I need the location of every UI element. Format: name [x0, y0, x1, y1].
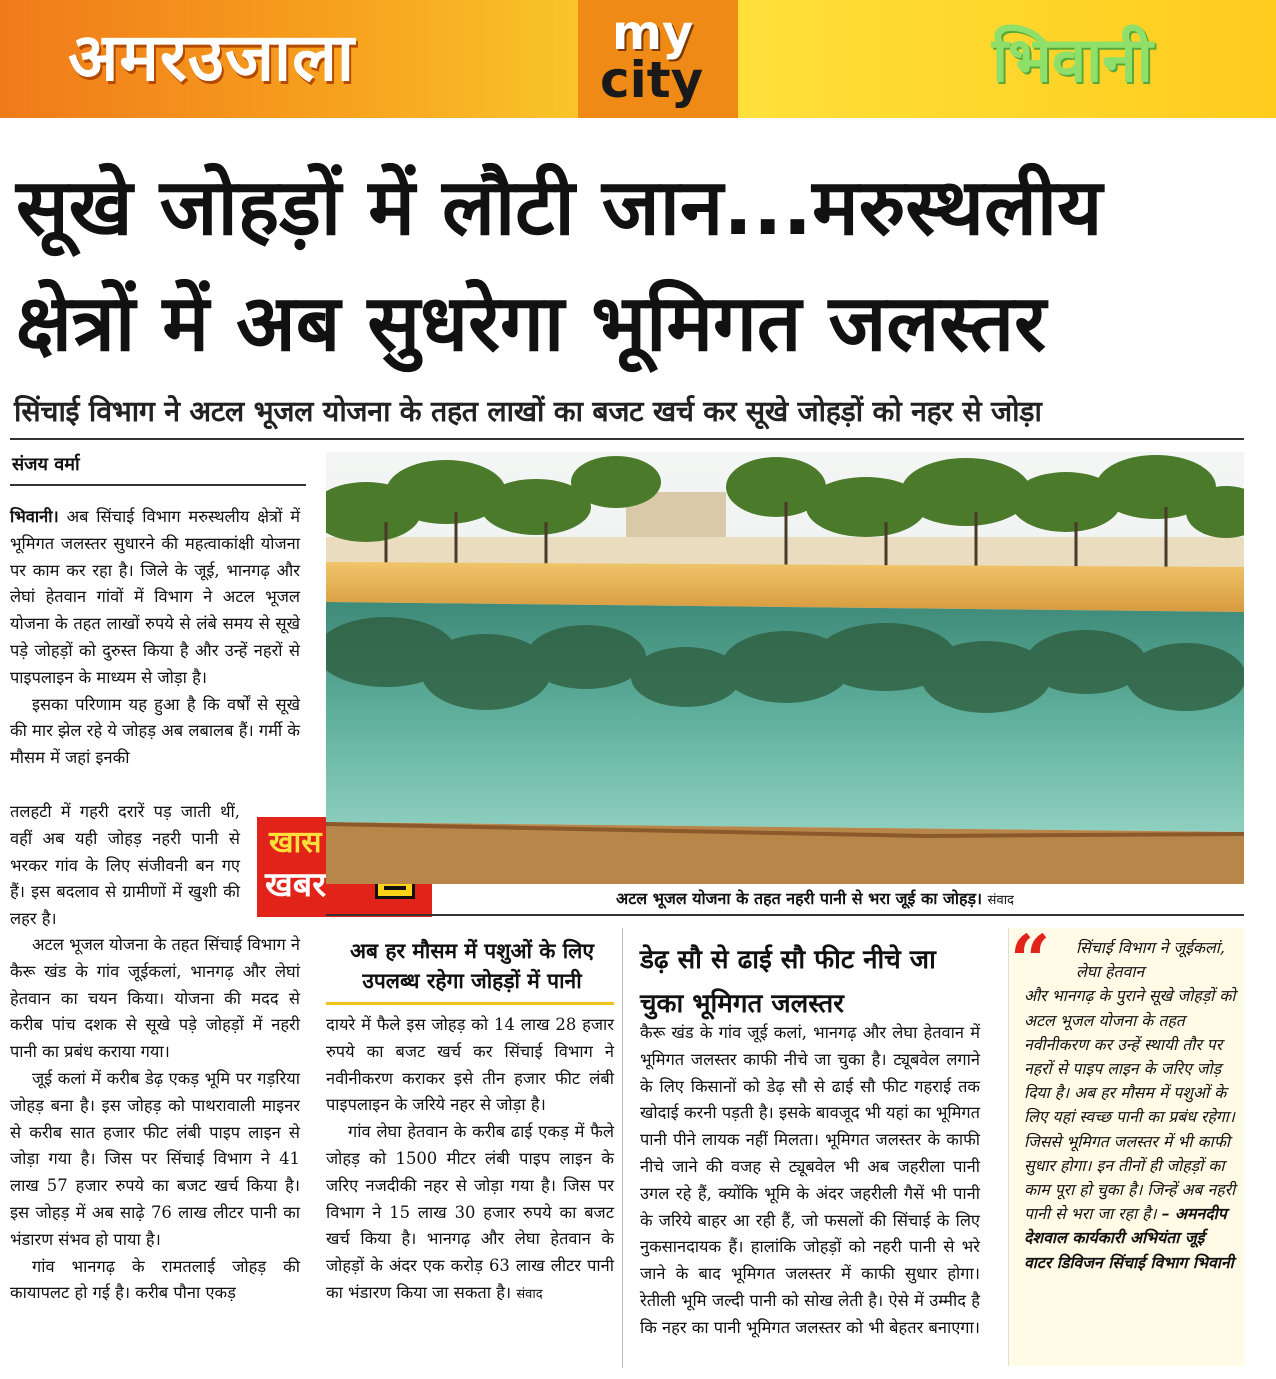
quote-mark-icon: “: [1010, 919, 1051, 1002]
badge-line-1: खास: [269, 825, 322, 860]
headline-line-1: सूखे जोहड़ों में लौटी जान...मरुस्थलीय: [16, 163, 1103, 253]
column-3-heading: डेढ़ सौ से ढाई सौ फीट नीचे जा चुका भूमिगत जलस्तर: [640, 945, 936, 1019]
pond-photo-illustration: [326, 452, 1244, 884]
article-column-2: [326, 1012, 614, 1309]
my-city-logo-my: my: [612, 5, 694, 61]
paragraph: गांव लेघा हेतवान के करीब ढाई एकड़ में फैले जोहड़ को 1500 मीटर लंबी पाइप लाइन के जरिए नजदीकी नहर से जोड़ा गया है। जिस पर विभाग ने 15 लाख 30 हजार रुपये का बजट खर्च किया है। भानगढ़ और लेघा हेतवान के जोहड़ों के अंदर एक करोड़ 63 लाख लीटर पानी का भंडारण किया जा सकता है।: [326, 1122, 614, 1302]
deck-subheadline: सिंचाई विभाग ने अटल भूजल योजना के तहत लाखों का बजट खर्च कर सूखे जोहड़ों को नहर से जोड़ा: [14, 395, 1042, 428]
quote-text: [1024, 936, 1236, 1275]
edition-city-name: भिवानी: [992, 23, 1153, 96]
paragraph: गांव भानगढ़ के रामतलाई जोहड़ की कायापलट हो गई है। करीब पौना एकड़: [10, 1256, 300, 1303]
my-city-logo-city: city: [600, 51, 704, 109]
headline-line-2: क्षेत्रों में अब सुधरेगा भूमिगत जलस्तर: [16, 279, 1046, 369]
dateline: भिवानी।: [10, 507, 59, 526]
headline: [16, 150, 1256, 382]
article-column-3: [640, 1020, 980, 1342]
paragraph: तलहटी में गहरी दरारें पड़ जाती थीं, वहीं अब यही जोहड़ नहरी पानी से भरकर गांव के लिए संजीवनी बन गए हैं। इस बदलाव से ग्रामीणों में खुशी की लहर है।: [10, 802, 240, 929]
paragraph: इसका परिणाम यह हुआ है कि वर्षों से सूखे की मार झेल रहे ये जोहड़ अब लबालब हैं। गर्मी के मौसम में जहां इनकी: [10, 694, 300, 768]
heading-underline: [326, 1002, 614, 1005]
column-divider: [622, 928, 623, 1368]
paragraph: अब सिंचाई विभाग मरुस्थलीय क्षेत्रों में भूमिगत जलस्तर सुधारने की महत्वाकांक्षी योजना पर काम कर रहा है। जिले के जूई, भानगढ़ और लेघां हेतवान गांवों में विभाग ने अटल भूजल योजना के तहत लाखों रुपये से लंबे समय से सूखे पड़े जोहड़ों को दुरुस्त किया है और उन्हें नहरों से पाइपलाइन के माध्यम से जोड़ा है।: [10, 507, 300, 687]
photo-caption: [616, 887, 1014, 909]
paragraph: अटल भूजल योजना के तहत सिंचाई विभाग ने कैरू खंड के गांव जूईकलां, भानगढ़ और लेघां हेतवान का चयन किया। योजना की मदद से करीब पांच दशक से सूखे पड़े जोहड़ों में नहरी पानी का प्रबंध कराया गया।: [10, 935, 300, 1062]
article-column-1-top: [10, 504, 300, 772]
quote-first-line: सिंचाई विभाग ने जूईकलां, लेघा हेतवान: [1076, 938, 1225, 982]
divider: [326, 914, 1244, 916]
newspaper-logo: अमरउजाला: [68, 19, 355, 96]
paragraph: दायरे में फैले इस जोहड़ को 14 लाख 28 हजार रुपये का बजट खर्च कर सिंचाई विभाग ने नवीनीकरण कराकर इसे तीन हजार फीट लंबी पाइपलाइन के जरिये नहर से जोड़ा है।: [326, 1015, 614, 1115]
paragraph: कैरू खंड के गांव जूई कलां, भानगढ़ और लेघा हेतवान में भूमिगत जलस्तर काफी नीचे जा चुका है। ट्यूबवेल लगाने के लिए किसानों को डेढ़ सौ से ढाई सौ फीट गहराई तक खोदाई करनी पड़ती है। इसके बावजूद भी यहां का भूमिगत पानी पीने लायक नहीं मिलता। भूमिगत जलस्तर के काफी नीचे जाने की वजह से ट्यूबवेल भी अब जहरीला पानी उगल रहे हैं, क्योंकि भूमि के अंदर जहरीली गैसें भी पानी के जरिये बाहर आ रही हैं, जो फसलों की सिंचाई के लिए नुकसानदायक हैं। हालांकि जोहड़ों को नहरी पानी से भरे जाने के बाद भूमिगत जलस्तर में काफी सुधार होगा। रेतीली भूमि जल्दी पानी को सोख लेती है। ऐसे में उम्मीद है कि नहर का पानी भूमिगत जलस्तर को भी बेहतर बनाएगा।: [640, 1023, 980, 1337]
pond-photo: [326, 452, 1244, 884]
badge-line-2: खबर: [265, 865, 327, 905]
paragraph: जूई कलां में करीब डेढ़ एकड़ भूमि पर गड़रिया जोहड़ बना है। इस जोहड़ को पाथरावाली माइनर से करीब सात हजार फीट लंबी पाइप लाइन से जोड़ा गया है। जिस पर सिंचाई विभाग ने 41 लाख 57 हजार रुपये का बजट खर्च किया है। इस जोहड़ में अब साढ़े 76 लाख लीटर पानी का भंडारण संभव हो पाया है।: [10, 1068, 300, 1249]
byline: संजय वर्मा: [12, 454, 80, 475]
caption-text: अटल भूजल योजना के तहत नहरी पानी से भरा जूई का जोहड़।: [616, 889, 983, 908]
masthead: [0, 0, 1276, 118]
paragraph-credit: संवाद: [516, 1286, 543, 1302]
article-column-1-bottom: [10, 932, 300, 1307]
quote-author: – अमनदीप देशवाल कार्यकारी अभियंता जूई वाटर डिविजन सिंचाई विभाग भिवानी: [1024, 1204, 1234, 1272]
column-2-heading: अब हर मौसम में पशुओं के लिए उपलब्ध रहेगा जोहड़ों में पानी: [349, 939, 595, 993]
article-column-1-wrap: [10, 799, 240, 933]
quote-body: और भानगढ़ के पुराने सूखे जोहड़ों को अटल भूजल योजना के तहत नवीनीकरण कर उन्हें स्थायी तौर पर नहरों से पाइप लाइन के जरिए जोड़ दिया है। अब हर मौसम में पशुओं के लिए यहां स्वच्छ पानी का प्रबंध रहेगा। जिससे भूमिगत जलस्तर में भी काफी सुधार होगा। इन तीनों ही जोहड़ों का काम पूरा हो चुका है। जिन्हें अब नहरी पानी से भरा जा रहा है।: [1024, 986, 1236, 1224]
divider: [10, 438, 1244, 440]
caption-credit: संवाद: [987, 893, 1014, 908]
divider: [10, 484, 306, 486]
